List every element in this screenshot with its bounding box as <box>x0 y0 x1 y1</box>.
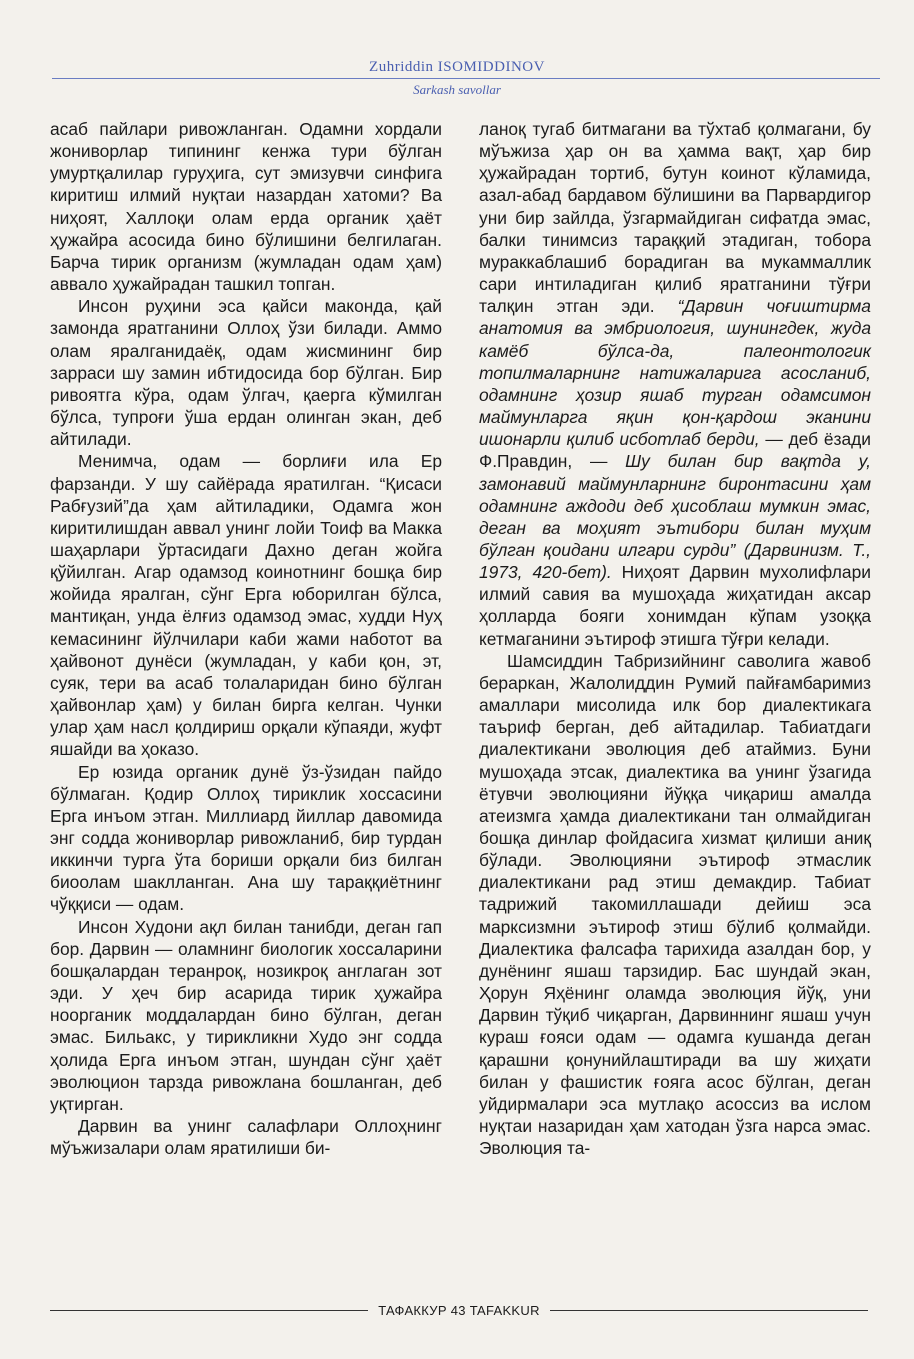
footer-page-label: ТАФАККУР 43 TAFAKKUR <box>378 1302 540 1318</box>
citation: (Дарвинизм. Т., 1973, 420-бет). <box>479 539 871 583</box>
paragraph: Инсон руҳини эса қайси маконда, қай замонда яратганини Оллоҳ ўзи билади. Аммо олам яралганидаёқ, одам жисмининг бир зарраси шу замин ибтидосида бор бўлган. Бир ривоятга кўра, одам ўлгач, қаерга кўмилган бўлса, тупроғи ўша ердан олинган экан, деб айтилади. <box>50 296 442 450</box>
paragraph <box>479 118 871 650</box>
paragraph: Ер юзида органик дунё ўз-ўзидан пайдо бўлмаган. Қодир Оллоҳ тириклик хоссасини Ерга инъом этган. Миллиард йиллар давомида энг содда жониворлар ривожланиб, бир турдан иккинчи турга ўта бориши орқали биз билган биоолам шаклланган. Ана шу тараққиётнинг чўққиси — одам. <box>50 761 442 915</box>
paragraph: Шамсиддин Табризийнинг саволига жавоб бераркан, Жалолиддин Румий пайғамбаримиз амаллари мисолида илк бор диалектикага таъриф берган, деб айтадилар. Табиатдаги диалектикани эволюция деб атаймиз. Буни мушоҳада этсак, диалектика ва унинг ўзагида ётувчи эволюцияни йўққа чиқариш амалда атеизмга ҳамда диалектикани тан олмайдиган бошқа динлар фойдасига хизмат қилиши аниқ бўлади. Эволюцияни эътироф этмаслик диалектикани рад этиш демакдир. Табиат тадрижий такомиллашади дейиш эса марксизмни эътироф этиш бўлиб қолмайди. Диалектика фалсафа тарихида азалдан бор, у дунёнинг яшаш тарзидир. Бас шундай экан, Ҳорун Яҳёнинг оламда эволюция йўқ, уни Дарвин тўқиб чиқарган, Дарвиннинг яшаш учун кураш ғояси одам — одамга кушанда деган қарашни қонунийлаштиради ва шу жиҳати билан у фашистик ғояга асос бўлган, деган уйдирмалари эса мутлақо асоссиз ва ислом нуқтаи назаридан ҳам хатодан ўзга нарса эмас. Эволюция та- <box>479 650 871 1159</box>
paragraph-text: Ниҳоят Дарвин мухолифлари илмий савия ва мушоҳада жиҳатидан аксар ҳолларда бояги хонимдан кўпам узоққа кетмаганини эътироф этишга тўғри келади. <box>479 562 871 649</box>
footer-rule-right <box>550 1310 868 1311</box>
page-footer <box>50 1300 868 1320</box>
paragraph: Менимча, одам — борлиғи ила Ер фарзанди. У шу сайёрада яратилган. “Қисаси Рабғузий”да ҳам айтиладики, Одамга жон киритилишдан аввал унинг лойи Тоиф ва Макка шаҳарлари ўртасидаги Дахно деган жойга қўйилган. Агар одамзод коинотнинг бошқа бир жойида яралган, сўнг Ерга юборилган бўлса, мантиқан, унда ёлғиз одамзод эмас, худди Нуҳ кемасининг йўлчилари каби жами наботот ва ҳайвонот дунёси (жумладан, у каби қон, эт, суяк, тери ва асаб толаларидан бино бўлган ҳайвонлар ҳам) у билан бирга келган. Чунки улар ҳам насл қолдириш орқали кўпаяди, жуфт яшайди ва ҳоказо. <box>50 451 442 760</box>
quotation: “Дарвин чоғиштирма анатомия ва эмбриология, шунингдек, жуда камёб бўлса-да, палеонтологик топилмаларнинг натижаларига асосланиб, одамнинг ҳозир яшаб турган одамсимон маймунларга яқин қон-қардош эканини ишонарли қилиб исботлаб берди, <box>479 296 871 450</box>
header-section-title: Sarkash savollar <box>413 82 501 97</box>
header-rule <box>52 78 880 79</box>
quotation: Шу билан бир вақтда у, замонавий маймунларнинг биронтасини ҳам одамнинг аждоди деб ҳисоблаш мумкин эмас, деган ва моҳият эътибори билан муҳим бўлган қоидани илгари сурди” <box>479 451 871 560</box>
header-author: Zuhriddin ISOMIDDINOV <box>369 59 545 75</box>
footer-rule-left <box>50 1310 368 1311</box>
left-column <box>50 118 442 1159</box>
paragraph: Дарвин ва унинг салафлари Оллоҳнинг мўъжизалари олам яратилиши би- <box>50 1116 442 1159</box>
paragraph: Инсон Худони ақл билан танибди, деган гап бор. Дарвин — оламнинг биологик хоссаларини бошқалардан теранроқ, нозикроқ англаган зот эди. У ҳеч бир асарида тирик ҳужайра ноорганик моддалардан бино бўлган, деган эмас. Бильакс, у тирикликни Худо энг содда ҳолида Ерга инъом этган, шундан сўнг ҳаёт эволюцион тарзда ривожлана бошланган, деб уқтирган. <box>50 916 442 1114</box>
paragraph-text: ланоқ тугаб битмагани ва тўхтаб қолмагани, бу мўъжиза ҳар он ва ҳамма вақт, ҳар бир ҳужайрадан тортиб, бутун коинот кўламида, азал-абад бардавом бўлишини ва Парвардигор уни бир зайлда, ўзгармайдиган сифатда эмас, балки тинимсиз тараққий этадиган, тобора мураккаблашиб борадиган ва мукаммаллик сари интиладиган қилиб яратганини тўғри талқин этган эди. <box>479 119 871 317</box>
attribution: — деб ёзади Ф.Правдин, — <box>479 429 872 472</box>
running-header <box>0 58 914 98</box>
right-column <box>479 118 871 1159</box>
paragraph: асаб пайлари ривожланган. Одамни хордали жониворлар типининг кенжа тури бўлган умуртқалилар гуруҳига, сут эмизувчи синфига киритиш илмий нуқтаи назардан хатоми? Ва ниҳоят, Халлоқи олам ерда органик ҳаёт ҳужайра асосида бино бўлишини белгилаган. Барча тирик организм (жумладан одам ҳам) аввало ҳужайрадан ташкил топган. <box>50 119 442 295</box>
